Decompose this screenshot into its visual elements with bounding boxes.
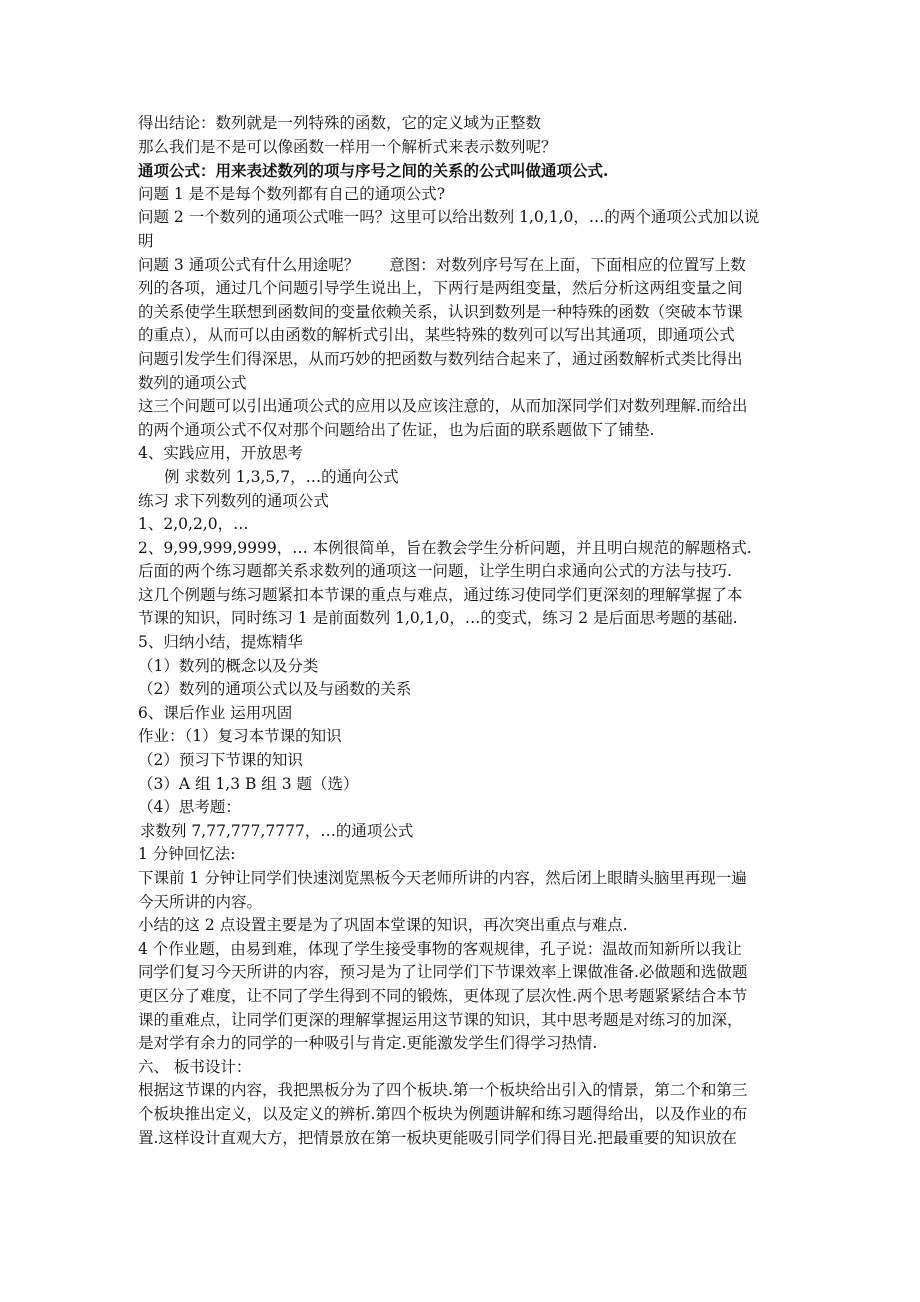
problem-3-line [138, 254, 788, 278]
exercise-note-1: 后面的两个练习题都关系求数列的通项这一问题，让学生明白求通向公式的方法与技巧. [138, 562, 732, 581]
intent-line-2: 列的各项，通过几个问题引导学生说出上，下两行是两组变量，然后分析这两组变量之间 [138, 279, 743, 298]
exercise-heading: 练习 求下列数列的通项公式 [138, 491, 329, 510]
homework-rationale-4: 课的重难点，让同学们更深的理解掌握运用这节课的知识，其中思考题是对练习的加深， [138, 1010, 743, 1029]
homework-rationale-1: 4 个作业题，由易到难，体现了学生接受事物的客观规律，孔子说：温故而知新所以我让 [138, 939, 742, 958]
summary-purpose: 小结的这 2 点设置主要是为了巩固本堂课的知识，再次突出重点与难点. [138, 916, 628, 935]
question-line: 那么我们是不是可以像函数一样用一个解析式来表示数列呢？ [138, 137, 557, 156]
homework-item-2: （2）预习下节课的知识 [138, 751, 303, 770]
intent-line-5: 问题引发学生们得深思，从而巧妙的把函数与数列结合起来了，通过函数解析式类比得出 [138, 349, 743, 368]
thinking-question: 求数列 7,77,777,7777，…的通项公式 [140, 821, 414, 840]
homework-rationale-2: 同学们复习今天所讲的内容，预习是为了让同学们下节课效率上课做准备.必做题和选做题 [138, 963, 748, 982]
summary-item-1: （1）数列的概念以及分类 [138, 656, 319, 675]
exercise-note-3: 节课的知识，同时练习 1 是前面数列 1,0,1,0，…的变式，练习 2 是后面思考题的基础. [138, 609, 738, 628]
homework-item-3: （3）A 组 1,3 B 组 3 题（选） [138, 774, 359, 793]
recall-heading: 1 分钟回忆法: [138, 845, 236, 864]
section-6-heading: 6、课后作业 运用巩固 [138, 703, 293, 722]
problem-1: 问题 1 是不是每个数列都有自己的通项公式? [138, 184, 446, 203]
intent-line-6: 数列的通项公式 [138, 373, 247, 392]
document-body [138, 112, 788, 1150]
three-questions-line-2: 的两个通项公式不仅对那个问题给出了佐证，也为后面的联系题做下了铺垫. [138, 420, 655, 439]
exercise-note-2: 这几个例题与练习题紧扣本节课的重点与难点，通过练习使同学们更深刻的理解掌握了本 [138, 585, 743, 604]
section-six-heading: 六、 板书设计： [138, 1057, 252, 1076]
recall-line-1: 下课前 1 分钟让同学们快速浏览黑板今天老师所讲的内容，然后闭上眼睛头脑里再现一遍 [138, 869, 747, 887]
section-5-heading: 5、归纳小结，提炼精华 [138, 633, 303, 652]
board-design-line-1: 根据这节课的内容，我把黑板分为了四个板块.第一个板块给出引入的情景，第二个和第三 [138, 1081, 748, 1100]
homework-rationale-3: 更区分了难度，让不同了学生得到不同的锻炼，更体现了层次性.两个思考题紧紧结合本节 [138, 986, 748, 1005]
recall-line-2: 今天所讲的内容。 [138, 892, 263, 911]
section-4-heading: 4、实践应用，开放思考 [138, 444, 303, 463]
problem-2-continued: 明 [138, 231, 154, 250]
board-design-line-3: 置.这样设计直观大方，把情景放在第一板块更能吸引同学们得目光.把最重要的知识放在 [138, 1128, 737, 1147]
problem-3: 问题 3 通项公式有什么用途呢？ [138, 255, 360, 274]
example-line: 例 求数列 1,3,5,7，…的通向公式 [164, 467, 399, 486]
three-questions-line-1: 这三个问题可以引出通项公式的应用以及应该注意的，从而加深同学们对数列理解.而给出 [138, 397, 748, 416]
intent-line-4: 的重点），从而可以由函数的解析式引出，某些特殊的数列可以写出其通项，即通项公式 [138, 326, 735, 345]
problem-2: 问题 2 一个数列的通项公式唯一吗？这里可以给出数列 1,0,1,0，…的两个通项公式加以说 [138, 208, 760, 227]
homework-item-4: （4）思考题： [138, 798, 241, 817]
homework-item-1: 作业：（1）复习本节课的知识 [138, 727, 342, 746]
exercise-1: 1、2,0,2,0，… [138, 515, 249, 534]
intent-start: 意图：对数列序号写在上面，下面相应的位置写上数 [389, 255, 746, 274]
intent-line-3: 的关系使学生联想到函数间的变量依赖关系，认识到数列是一种特殊的函数（突破本节课 [138, 302, 743, 321]
summary-item-2: （2）数列的通项公式以及与函数的关系 [138, 680, 412, 699]
board-design-line-2: 个板块推出定义，以及定义的辨析.第四个板块为例题讲解和练习题得给出，以及作业的布 [138, 1104, 748, 1123]
homework-rationale-5: 是对学有余力的同学的一种吸引与肯定.更能激发学生们得学习热情. [138, 1034, 598, 1053]
conclusion-line: 得出结论：数列就是一列特殊的函数，它的定义域为正整数 [138, 114, 542, 132]
general-formula-definition: 通项公式：用来表述数列的项与序号之间的关系的公式叫做通项公式. [138, 161, 609, 181]
exercise-2: 2、9,99,999,9999，… 本例很简单，旨在教会学生分析问题，并且明白规范的解题格式. [138, 538, 752, 557]
